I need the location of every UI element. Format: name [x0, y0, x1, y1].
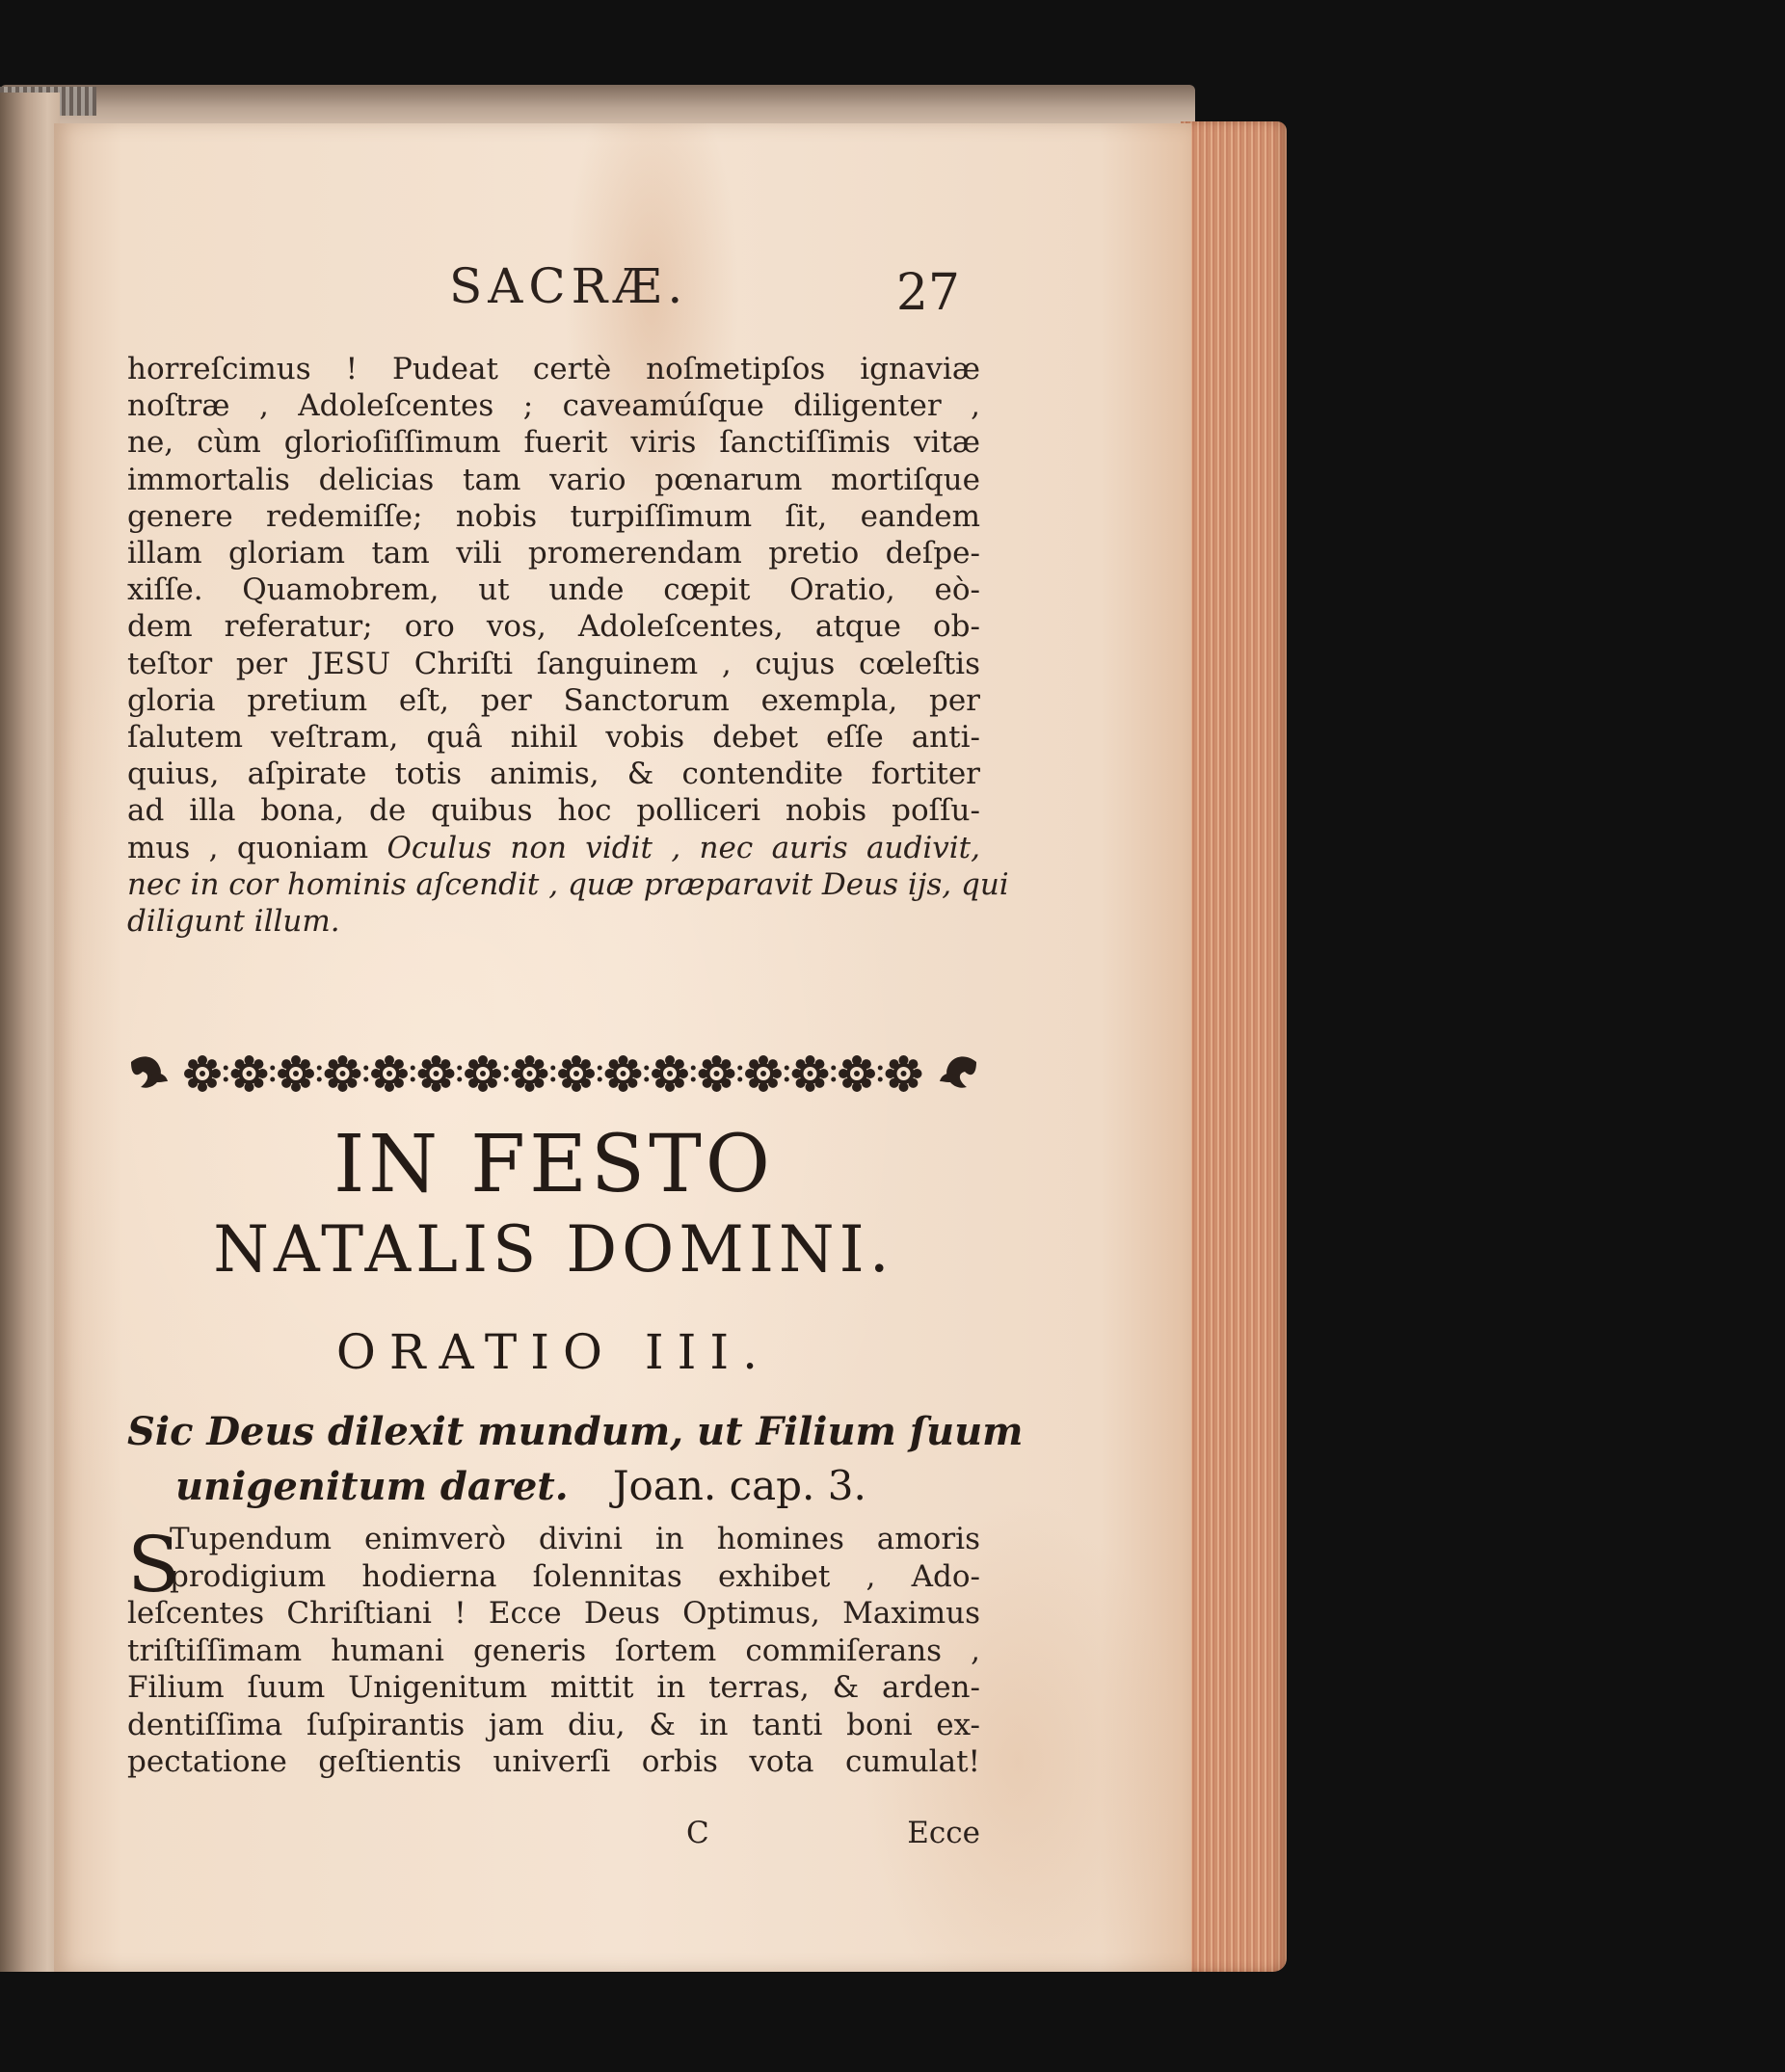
quotation-italic: Oculus non vidit , nec auris audivit,: [386, 830, 980, 865]
text-line: ad illa bona, de quibus hoc polliceri nobis poſſu-: [127, 793, 980, 829]
quotation-line: diligunt illum.: [127, 904, 340, 940]
ornament-flower: [465, 1055, 501, 1092]
text-line: horreſcimus ! Pudeat certè noſmetipſos ignaviæ: [127, 352, 980, 386]
ornament-dot: [785, 1066, 789, 1071]
ornament-dot: [785, 1077, 789, 1082]
text-line: teſtor per JESU Chriſti ſanguinem , cujus cœleſtis: [127, 646, 980, 681]
text-line: illam gloriam tam vili promerendam pretio deſpe-: [127, 536, 980, 571]
ornament-flower: [699, 1055, 735, 1092]
ornament-dot: [550, 1066, 555, 1071]
text-line: dentiſſima ſuſpirantis jam diu, & in tanti boni ex-: [127, 1707, 980, 1742]
ornament-flower: [558, 1055, 595, 1092]
catchword: Ecce: [907, 1816, 980, 1850]
ornamental-rule: [127, 1049, 980, 1099]
ornament-dot: [270, 1077, 275, 1082]
text-line: gloria pretium eſt, per Sanctorum exempla, per: [127, 682, 980, 718]
ornament-dot: [270, 1066, 275, 1071]
ornament-flower: [792, 1055, 829, 1092]
ornament-dot: [363, 1077, 368, 1082]
ornament-dot: [737, 1066, 742, 1071]
text-line: dem referatur; oro vos, Adoleſcentes, atque ob-: [127, 609, 980, 645]
ornament-flower: [278, 1055, 314, 1092]
ornament-dot: [878, 1066, 883, 1071]
page-number: 27: [895, 264, 960, 322]
epigraph-italic: unigenitum daret.: [175, 1464, 569, 1509]
binding-gutter: [0, 93, 60, 1972]
ornament-dot: [550, 1077, 555, 1082]
epigraph-line: Sic Deus dilexit mundum, ut Filium ſuum: [127, 1409, 1024, 1454]
ornament-flower: [325, 1055, 361, 1092]
text-line: prodigium hodierna ſolennitas exhibet , Ado-: [170, 1558, 980, 1594]
ornament-dot: [691, 1077, 696, 1082]
feast-title-line1: IN FESTO: [333, 1119, 775, 1210]
ornament-flower: [184, 1055, 221, 1092]
book-page: [54, 123, 1191, 1972]
ornament-dot: [644, 1066, 649, 1071]
feast-title-line2: NATALIS DOMINI.: [213, 1212, 894, 1287]
ornament-dot: [457, 1077, 462, 1082]
text-line: quius, aſpirate totis animis, & contendite fortiter: [127, 757, 980, 792]
ornament-dot: [691, 1066, 696, 1071]
scripture-reference: Joan. cap. 3.: [612, 1462, 866, 1509]
text-line: immortalis delicias tam vario pœnarum mortiſque: [127, 462, 980, 497]
ornament-flower: [839, 1055, 875, 1092]
oration-text: [127, 1521, 980, 1781]
ornament-flower: [605, 1055, 642, 1092]
ornament-dot: [831, 1077, 836, 1082]
epigraph-line: [127, 1459, 980, 1514]
signature-mark: C: [686, 1816, 709, 1850]
book-top-edge: [0, 85, 1195, 123]
ornament-dot: [598, 1077, 602, 1082]
ornament-flower: [512, 1055, 548, 1092]
ornament-dot: [224, 1077, 228, 1082]
scripture-epigraph: [127, 1405, 1024, 1514]
page-edges: [1181, 121, 1287, 1972]
book: [0, 85, 1282, 1974]
text-line: xiſſe. Quamobrem, ut unde cœpit Oratio, eò-: [127, 572, 980, 608]
text-line-mixed: [127, 830, 980, 866]
ornament-dot: [317, 1077, 322, 1082]
oration-number: ORATIO III.: [335, 1324, 772, 1380]
ornament-dot: [878, 1077, 883, 1082]
ornament-dot: [224, 1066, 228, 1071]
text-line: triſtiſſimam humani generis ſortem commiſerans ,: [127, 1633, 980, 1668]
running-head: [449, 258, 960, 326]
ornament-flower: [652, 1055, 688, 1092]
ornament-dot: [598, 1066, 602, 1071]
ornament-dot: [363, 1066, 368, 1071]
text-line: noſtræ , Adoleſcentes ; caveamúſque diligenter ,: [127, 388, 980, 424]
text-roman: mus , quoniam: [127, 830, 387, 865]
text-line: ſalutem veſtram, quâ nihil vobis debet eſſe anti-: [127, 720, 980, 756]
ornament-dot: [504, 1077, 509, 1082]
ornament-flower: [886, 1055, 922, 1092]
ornament-flower: [371, 1055, 408, 1092]
ornament-dot: [831, 1066, 836, 1071]
text-line: Filium ſuum Unigenitum mittit in terras, & arden-: [127, 1670, 980, 1705]
ornament-dot: [504, 1066, 509, 1071]
text-line: pectatione geſtientis univerſi orbis vota cumulat!: [127, 1744, 980, 1779]
text-line: Tupendum enimverò divini in homines amoris: [170, 1522, 980, 1556]
ornament-dot: [317, 1066, 322, 1071]
quotation-line: nec in cor hominis aſcendit , quæ præparavit Deus ijs, qui: [127, 866, 1009, 902]
ornament-dot: [644, 1077, 649, 1082]
ornament-flower: [231, 1055, 268, 1092]
text-line: genere redemiſſe; nobis turpiſſimum ſit, eandem: [127, 498, 980, 534]
ornament-flower: [745, 1055, 782, 1092]
ornament-dot: [411, 1077, 415, 1082]
ornament-dot: [411, 1066, 415, 1071]
text-line: ne, cùm glorioſiſſimum fuerit viris ſanctiſſimis vitæ: [127, 425, 980, 461]
ornament-dot: [457, 1066, 462, 1071]
ornament-dot: [737, 1077, 742, 1082]
page-footer: [127, 1816, 980, 1854]
continued-text: [127, 351, 1009, 940]
text-line: leſcentes Chriſtiani ! Ecce Deus Optimus, Maximus: [127, 1596, 980, 1631]
drop-cap: S: [127, 1520, 180, 1609]
running-head-title: SACRÆ.: [449, 258, 689, 314]
ornament-flower: [418, 1055, 455, 1092]
